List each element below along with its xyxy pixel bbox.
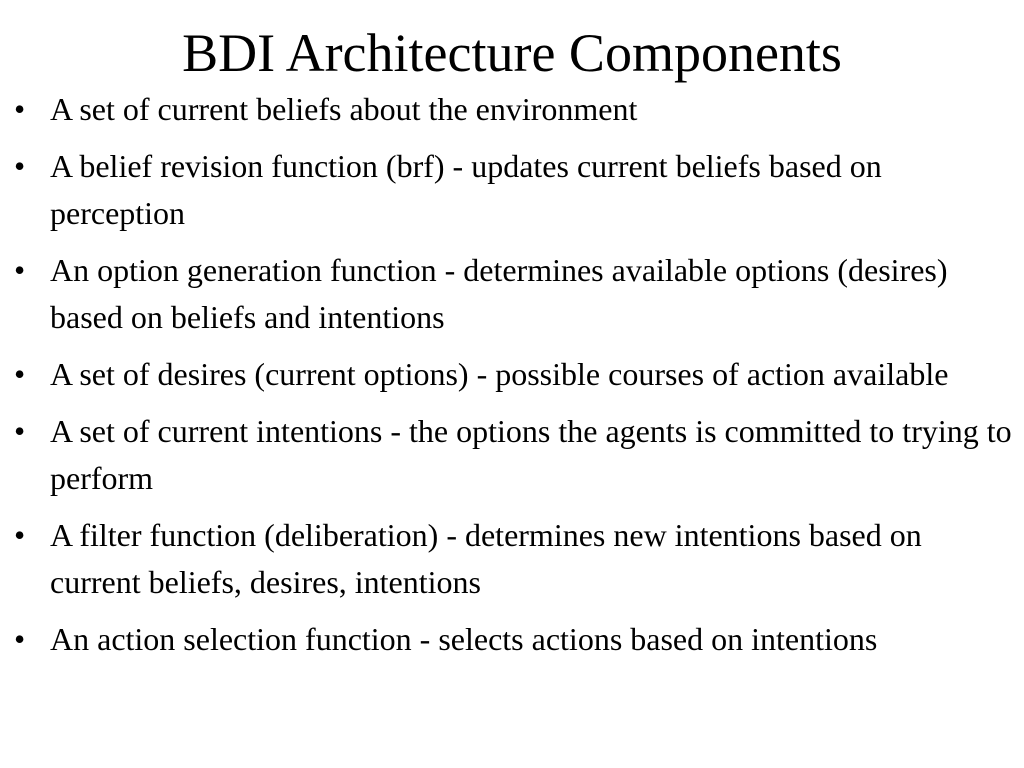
bullet-marker: • [14, 621, 26, 657]
bullet-marker: • [14, 356, 26, 392]
bullet-text: A set of current intentions - the options the agents is committed to trying to perform [50, 413, 1012, 496]
bullet-item [14, 86, 1018, 133]
bullet-list [14, 86, 1018, 673]
bullet-item [14, 512, 1018, 606]
bullet-text: A filter function (deliberation) - determines new intentions based on current beliefs, desires, intentions [50, 517, 922, 600]
bullet-text: A belief revision function (brf) - updates current beliefs based on perception [50, 148, 882, 231]
bullet-text: A set of desires (current options) - possible courses of action available [50, 356, 949, 392]
bullet-text: A set of current beliefs about the environment [50, 91, 638, 127]
bullet-marker: • [14, 148, 26, 184]
bullet-marker: • [14, 252, 26, 288]
bullet-marker: • [14, 413, 26, 449]
bullet-text: An option generation function - determines available options (desires) based on beliefs and intentions [50, 252, 948, 335]
bullet-item [14, 351, 1018, 398]
slide-title: BDI Architecture Components [182, 23, 842, 83]
bullet-item [14, 616, 1018, 663]
bullet-item [14, 247, 1018, 341]
bullet-item [14, 408, 1018, 502]
bullet-marker: • [14, 91, 26, 127]
bullet-text: An action selection function - selects actions based on intentions [50, 621, 878, 657]
bullet-marker: • [14, 517, 26, 553]
bullet-item [14, 143, 1018, 237]
